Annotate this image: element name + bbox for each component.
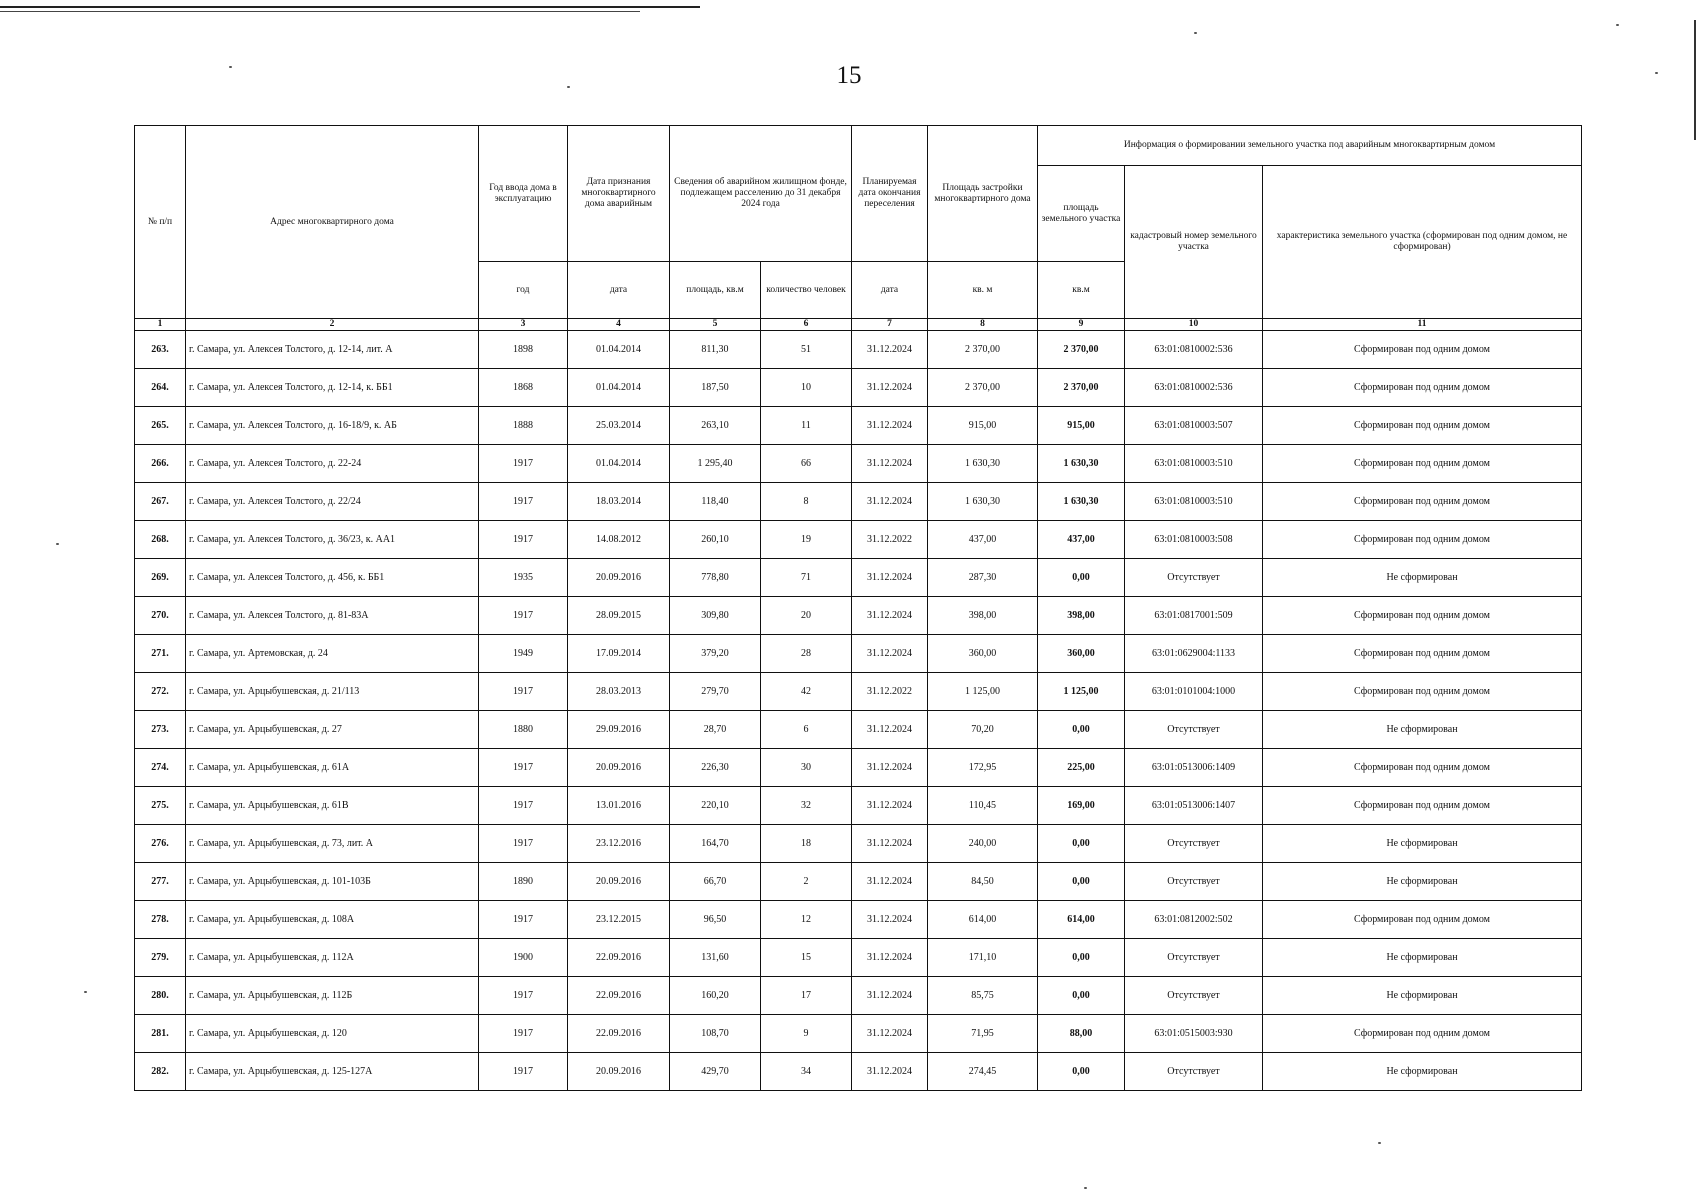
row-people: 6 <box>761 710 852 748</box>
scan-speck <box>1084 1187 1087 1189</box>
unit-date: дата <box>568 262 670 319</box>
row-cadastral: 63:01:0515003:930 <box>1125 1014 1263 1052</box>
header-year-in: Год ввода дома в эксплуатацию <box>479 126 568 262</box>
row-planned-date: 31.12.2024 <box>852 976 928 1014</box>
row-planned-date: 31.12.2024 <box>852 330 928 368</box>
row-area: 160,20 <box>670 976 761 1014</box>
table-row <box>135 444 1582 482</box>
row-cadastral: 63:01:0810003:507 <box>1125 406 1263 444</box>
table-row <box>135 482 1582 520</box>
header-land-char: характеристика земельного участка (сформирован под одним домом, не сформирован) <box>1263 166 1582 319</box>
row-number: 271. <box>135 634 186 672</box>
row-date-emergency: 23.12.2015 <box>568 900 670 938</box>
row-land-char: Сформирован под одним домом <box>1263 444 1582 482</box>
row-build-area: 915,00 <box>928 406 1038 444</box>
row-planned-date: 31.12.2024 <box>852 824 928 862</box>
row-planned-date: 31.12.2024 <box>852 900 928 938</box>
row-planned-date: 31.12.2024 <box>852 1014 928 1052</box>
table-row <box>135 634 1582 672</box>
row-year: 1917 <box>479 482 568 520</box>
row-area: 429,70 <box>670 1052 761 1090</box>
row-number: 278. <box>135 900 186 938</box>
table-row <box>135 748 1582 786</box>
row-cadastral: 63:01:0810002:536 <box>1125 368 1263 406</box>
row-address: г. Самара, ул. Арцыбушевская, д. 21/113 <box>186 672 479 710</box>
row-address: г. Самара, ул. Алексея Толстого, д. 36/23, к. АА1 <box>186 520 479 558</box>
row-area: 778,80 <box>670 558 761 596</box>
row-address: г. Самара, ул. Арцыбушевская, д. 61А <box>186 748 479 786</box>
row-address: г. Самара, ул. Алексея Толстого, д. 456, к. ББ1 <box>186 558 479 596</box>
row-planned-date: 31.12.2024 <box>852 786 928 824</box>
top-border-line-thin <box>0 11 640 12</box>
row-address: г. Самара, ул. Арцыбушевская, д. 73, лит. А <box>186 824 479 862</box>
row-year: 1900 <box>479 938 568 976</box>
row-planned-date: 31.12.2024 <box>852 558 928 596</box>
row-date-emergency: 01.04.2014 <box>568 330 670 368</box>
row-people: 18 <box>761 824 852 862</box>
col-number: 10 <box>1125 319 1263 331</box>
col-number: 7 <box>852 319 928 331</box>
scan-speck <box>56 543 59 545</box>
row-cadastral: Отсутствует <box>1125 976 1263 1014</box>
row-land-char: Сформирован под одним домом <box>1263 368 1582 406</box>
row-build-area: 2 370,00 <box>928 330 1038 368</box>
row-area: 279,70 <box>670 672 761 710</box>
row-planned-date: 31.12.2024 <box>852 862 928 900</box>
row-land-area: 225,00 <box>1038 748 1125 786</box>
row-number: 276. <box>135 824 186 862</box>
row-area: 66,70 <box>670 862 761 900</box>
row-cadastral: 63:01:0812002:502 <box>1125 900 1263 938</box>
row-people: 42 <box>761 672 852 710</box>
row-date-emergency: 13.01.2016 <box>568 786 670 824</box>
row-land-area: 915,00 <box>1038 406 1125 444</box>
row-date-emergency: 28.09.2015 <box>568 596 670 634</box>
row-planned-date: 31.12.2024 <box>852 444 928 482</box>
unit-kvm-2: кв.м <box>1038 262 1125 319</box>
row-build-area: 85,75 <box>928 976 1038 1014</box>
row-planned-date: 31.12.2024 <box>852 748 928 786</box>
row-land-char: Сформирован под одним домом <box>1263 786 1582 824</box>
row-number: 267. <box>135 482 186 520</box>
header-address: Адрес многоквартирного дома <box>186 126 479 319</box>
row-land-area: 1 630,30 <box>1038 444 1125 482</box>
row-address: г. Самара, ул. Алексея Толстого, д. 22/24 <box>186 482 479 520</box>
housing-register-table <box>134 125 1582 1091</box>
row-date-emergency: 01.04.2014 <box>568 444 670 482</box>
row-planned-date: 31.12.2024 <box>852 710 928 748</box>
row-year: 1917 <box>479 672 568 710</box>
row-people: 9 <box>761 1014 852 1052</box>
page-number: 15 <box>836 62 862 89</box>
row-number: 268. <box>135 520 186 558</box>
row-land-char: Не сформирован <box>1263 558 1582 596</box>
row-land-area: 0,00 <box>1038 938 1125 976</box>
table-row <box>135 938 1582 976</box>
row-address: г. Самара, ул. Арцыбушевская, д. 112А <box>186 938 479 976</box>
scan-speck <box>1194 32 1197 34</box>
scan-speck <box>1378 1142 1381 1144</box>
row-date-emergency: 25.03.2014 <box>568 406 670 444</box>
row-land-char: Сформирован под одним домом <box>1263 900 1582 938</box>
table-row <box>135 330 1582 368</box>
row-land-area: 169,00 <box>1038 786 1125 824</box>
row-area: 263,10 <box>670 406 761 444</box>
row-cadastral: Отсутствует <box>1125 938 1263 976</box>
row-cadastral: 63:01:0513006:1407 <box>1125 786 1263 824</box>
row-people: 28 <box>761 634 852 672</box>
row-people: 15 <box>761 938 852 976</box>
scan-speck <box>84 991 87 993</box>
table-row <box>135 368 1582 406</box>
row-build-area: 1 630,30 <box>928 444 1038 482</box>
row-build-area: 614,00 <box>928 900 1038 938</box>
row-land-char: Сформирован под одним домом <box>1263 406 1582 444</box>
row-land-area: 1 630,30 <box>1038 482 1125 520</box>
row-build-area: 2 370,00 <box>928 368 1038 406</box>
row-build-area: 1 630,30 <box>928 482 1038 520</box>
row-people: 51 <box>761 330 852 368</box>
row-address: г. Самара, ул. Арцыбушевская, д. 27 <box>186 710 479 748</box>
row-build-area: 84,50 <box>928 862 1038 900</box>
col-number: 1 <box>135 319 186 331</box>
table-row <box>135 558 1582 596</box>
row-build-area: 240,00 <box>928 824 1038 862</box>
row-address: г. Самара, ул. Алексея Толстого, д. 12-14, к. ББ1 <box>186 368 479 406</box>
row-area: 131,60 <box>670 938 761 976</box>
row-year: 1949 <box>479 634 568 672</box>
row-people: 19 <box>761 520 852 558</box>
row-land-area: 2 370,00 <box>1038 330 1125 368</box>
scan-speck <box>1616 24 1619 26</box>
row-planned-date: 31.12.2024 <box>852 596 928 634</box>
row-people: 20 <box>761 596 852 634</box>
row-planned-date: 31.12.2022 <box>852 672 928 710</box>
row-year: 1917 <box>479 824 568 862</box>
table-row <box>135 672 1582 710</box>
unit-kvm: кв. м <box>928 262 1038 319</box>
row-address: г. Самара, ул. Алексея Толстого, д. 12-14, лит. А <box>186 330 479 368</box>
table-body <box>135 330 1582 1090</box>
row-land-char: Не сформирован <box>1263 938 1582 976</box>
row-land-area: 1 125,00 <box>1038 672 1125 710</box>
row-address: г. Самара, ул. Арцыбушевская, д. 101-103Б <box>186 862 479 900</box>
row-land-area: 0,00 <box>1038 1052 1125 1090</box>
row-address: г. Самара, ул. Арцыбушевская, д. 125-127А <box>186 1052 479 1090</box>
row-cadastral: 63:01:0810003:510 <box>1125 444 1263 482</box>
row-land-area: 398,00 <box>1038 596 1125 634</box>
row-people: 12 <box>761 900 852 938</box>
scan-speck <box>229 66 232 68</box>
row-date-emergency: 22.09.2016 <box>568 1014 670 1052</box>
row-area: 811,30 <box>670 330 761 368</box>
row-planned-date: 31.12.2022 <box>852 520 928 558</box>
row-number: 269. <box>135 558 186 596</box>
header-planned-date: Планируемая дата окончания переселения <box>852 126 928 262</box>
row-address: г. Самара, ул. Алексея Толстого, д. 81-83А <box>186 596 479 634</box>
row-land-area: 88,00 <box>1038 1014 1125 1052</box>
row-area: 260,10 <box>670 520 761 558</box>
row-land-area: 614,00 <box>1038 900 1125 938</box>
row-number: 263. <box>135 330 186 368</box>
row-area: 96,50 <box>670 900 761 938</box>
row-number: 273. <box>135 710 186 748</box>
row-year: 1868 <box>479 368 568 406</box>
row-area: 226,30 <box>670 748 761 786</box>
row-area: 187,50 <box>670 368 761 406</box>
row-date-emergency: 20.09.2016 <box>568 862 670 900</box>
row-date-emergency: 23.12.2016 <box>568 824 670 862</box>
row-date-emergency: 20.09.2016 <box>568 558 670 596</box>
row-area: 28,70 <box>670 710 761 748</box>
row-address: г. Самара, ул. Арцыбушевская, д. 112Б <box>186 976 479 1014</box>
row-number: 275. <box>135 786 186 824</box>
row-number: 270. <box>135 596 186 634</box>
row-land-char: Сформирован под одним домом <box>1263 330 1582 368</box>
row-land-area: 0,00 <box>1038 862 1125 900</box>
row-year: 1917 <box>479 900 568 938</box>
row-date-emergency: 28.03.2013 <box>568 672 670 710</box>
header-build-area: Площадь застройки многоквартирного дома <box>928 126 1038 262</box>
row-people: 30 <box>761 748 852 786</box>
row-date-emergency: 29.09.2016 <box>568 710 670 748</box>
row-cadastral: Отсутствует <box>1125 710 1263 748</box>
row-build-area: 71,95 <box>928 1014 1038 1052</box>
row-cadastral: 63:01:0810002:536 <box>1125 330 1263 368</box>
row-build-area: 110,45 <box>928 786 1038 824</box>
row-cadastral: 63:01:0513006:1409 <box>1125 748 1263 786</box>
top-border-line <box>0 6 700 8</box>
row-date-emergency: 01.04.2014 <box>568 368 670 406</box>
header-land-area: площадь земельного участка <box>1038 166 1125 262</box>
row-build-area: 1 125,00 <box>928 672 1038 710</box>
table-row <box>135 824 1582 862</box>
row-year: 1880 <box>479 710 568 748</box>
row-date-emergency: 22.09.2016 <box>568 938 670 976</box>
row-cadastral: 63:01:0101004:1000 <box>1125 672 1263 710</box>
header-num: № п/п <box>135 126 186 319</box>
row-land-char: Сформирован под одним домом <box>1263 748 1582 786</box>
row-land-char: Сформирован под одним домом <box>1263 672 1582 710</box>
row-people: 8 <box>761 482 852 520</box>
row-cadastral: 63:01:0810003:510 <box>1125 482 1263 520</box>
row-land-area: 0,00 <box>1038 824 1125 862</box>
col-number: 8 <box>928 319 1038 331</box>
row-land-char: Сформирован под одним домом <box>1263 482 1582 520</box>
unit-people: количество человек <box>761 262 852 319</box>
row-cadastral: 63:01:0817001:509 <box>1125 596 1263 634</box>
col-number: 4 <box>568 319 670 331</box>
unit-year: год <box>479 262 568 319</box>
row-year: 1898 <box>479 330 568 368</box>
row-cadastral: Отсутствует <box>1125 1052 1263 1090</box>
row-area: 220,10 <box>670 786 761 824</box>
row-build-area: 287,30 <box>928 558 1038 596</box>
row-land-area: 437,00 <box>1038 520 1125 558</box>
row-build-area: 171,10 <box>928 938 1038 976</box>
table-row <box>135 786 1582 824</box>
col-number: 11 <box>1263 319 1582 331</box>
row-area: 164,70 <box>670 824 761 862</box>
table-row <box>135 710 1582 748</box>
table-row <box>135 406 1582 444</box>
row-address: г. Самара, ул. Арцыбушевская, д. 61В <box>186 786 479 824</box>
row-build-area: 274,45 <box>928 1052 1038 1090</box>
row-cadastral: 63:01:0810003:508 <box>1125 520 1263 558</box>
row-land-char: Сформирован под одним домом <box>1263 520 1582 558</box>
scan-speck <box>1655 72 1658 74</box>
row-land-char: Не сформирован <box>1263 710 1582 748</box>
row-number: 280. <box>135 976 186 1014</box>
header-land-info: Информация о формировании земельного участка под аварийным многоквартирным домом <box>1038 126 1582 166</box>
row-land-char: Сформирован под одним домом <box>1263 634 1582 672</box>
row-land-char: Сформирован под одним домом <box>1263 1014 1582 1052</box>
row-land-char: Не сформирован <box>1263 1052 1582 1090</box>
row-build-area: 437,00 <box>928 520 1038 558</box>
table-row <box>135 900 1582 938</box>
row-number: 264. <box>135 368 186 406</box>
header-housing-info: Сведения об аварийном жилищном фонде, подлежащем расселению до 31 декабря 2024 года <box>670 126 852 262</box>
row-build-area: 398,00 <box>928 596 1038 634</box>
row-number: 281. <box>135 1014 186 1052</box>
row-people: 66 <box>761 444 852 482</box>
row-area: 1 295,40 <box>670 444 761 482</box>
row-cadastral: Отсутствует <box>1125 558 1263 596</box>
row-build-area: 70,20 <box>928 710 1038 748</box>
row-address: г. Самара, ул. Алексея Толстого, д. 16-18/9, к. АБ <box>186 406 479 444</box>
row-people: 2 <box>761 862 852 900</box>
row-year: 1917 <box>479 786 568 824</box>
row-planned-date: 31.12.2024 <box>852 368 928 406</box>
row-date-emergency: 14.08.2012 <box>568 520 670 558</box>
table-row <box>135 596 1582 634</box>
table-row <box>135 520 1582 558</box>
row-year: 1917 <box>479 596 568 634</box>
row-land-char: Не сформирован <box>1263 862 1582 900</box>
unit-area: площадь, кв.м <box>670 262 761 319</box>
row-land-area: 0,00 <box>1038 558 1125 596</box>
row-build-area: 360,00 <box>928 634 1038 672</box>
row-people: 17 <box>761 976 852 1014</box>
row-date-emergency: 20.09.2016 <box>568 748 670 786</box>
row-address: г. Самара, ул. Артемовская, д. 24 <box>186 634 479 672</box>
row-land-area: 360,00 <box>1038 634 1125 672</box>
row-land-area: 0,00 <box>1038 710 1125 748</box>
table-row <box>135 862 1582 900</box>
col-number: 2 <box>186 319 479 331</box>
row-year: 1917 <box>479 444 568 482</box>
col-number: 5 <box>670 319 761 331</box>
row-year: 1935 <box>479 558 568 596</box>
header-date-emergency: Дата признания многоквартирного дома аварийным <box>568 126 670 262</box>
row-number: 266. <box>135 444 186 482</box>
row-land-area: 0,00 <box>1038 976 1125 1014</box>
row-land-area: 2 370,00 <box>1038 368 1125 406</box>
row-planned-date: 31.12.2024 <box>852 938 928 976</box>
row-address: г. Самара, ул. Арцыбушевская, д. 120 <box>186 1014 479 1052</box>
row-land-char: Не сформирован <box>1263 824 1582 862</box>
col-number: 6 <box>761 319 852 331</box>
row-people: 10 <box>761 368 852 406</box>
row-area: 108,70 <box>670 1014 761 1052</box>
row-number: 272. <box>135 672 186 710</box>
row-build-area: 172,95 <box>928 748 1038 786</box>
scan-speck <box>567 86 570 88</box>
row-year: 1888 <box>479 406 568 444</box>
row-number: 277. <box>135 862 186 900</box>
row-number: 279. <box>135 938 186 976</box>
row-year: 1917 <box>479 1052 568 1090</box>
row-number: 274. <box>135 748 186 786</box>
row-cadastral: Отсутствует <box>1125 862 1263 900</box>
row-address: г. Самара, ул. Алексея Толстого, д. 22-24 <box>186 444 479 482</box>
row-planned-date: 31.12.2024 <box>852 1052 928 1090</box>
row-area: 309,80 <box>670 596 761 634</box>
row-area: 379,20 <box>670 634 761 672</box>
row-people: 34 <box>761 1052 852 1090</box>
row-cadastral: Отсутствует <box>1125 824 1263 862</box>
row-number: 265. <box>135 406 186 444</box>
col-number: 9 <box>1038 319 1125 331</box>
row-date-emergency: 18.03.2014 <box>568 482 670 520</box>
row-year: 1917 <box>479 1014 568 1052</box>
row-planned-date: 31.12.2024 <box>852 634 928 672</box>
row-people: 71 <box>761 558 852 596</box>
row-people: 11 <box>761 406 852 444</box>
row-number: 282. <box>135 1052 186 1090</box>
header-cadastral: кадастровый номер земельного участка <box>1125 166 1263 319</box>
row-address: г. Самара, ул. Арцыбушевская, д. 108А <box>186 900 479 938</box>
row-area: 118,40 <box>670 482 761 520</box>
row-planned-date: 31.12.2024 <box>852 482 928 520</box>
row-year: 1917 <box>479 748 568 786</box>
row-land-char: Сформирован под одним домом <box>1263 596 1582 634</box>
table-row <box>135 1014 1582 1052</box>
row-year: 1890 <box>479 862 568 900</box>
row-land-char: Не сформирован <box>1263 976 1582 1014</box>
row-date-emergency: 17.09.2014 <box>568 634 670 672</box>
unit-date-2: дата <box>852 262 928 319</box>
row-year: 1917 <box>479 520 568 558</box>
row-cadastral: 63:01:0629004:1133 <box>1125 634 1263 672</box>
col-number: 3 <box>479 319 568 331</box>
row-date-emergency: 20.09.2016 <box>568 1052 670 1090</box>
row-people: 32 <box>761 786 852 824</box>
row-year: 1917 <box>479 976 568 1014</box>
table-row <box>135 976 1582 1014</box>
row-date-emergency: 22.09.2016 <box>568 976 670 1014</box>
table-row <box>135 1052 1582 1090</box>
row-planned-date: 31.12.2024 <box>852 406 928 444</box>
